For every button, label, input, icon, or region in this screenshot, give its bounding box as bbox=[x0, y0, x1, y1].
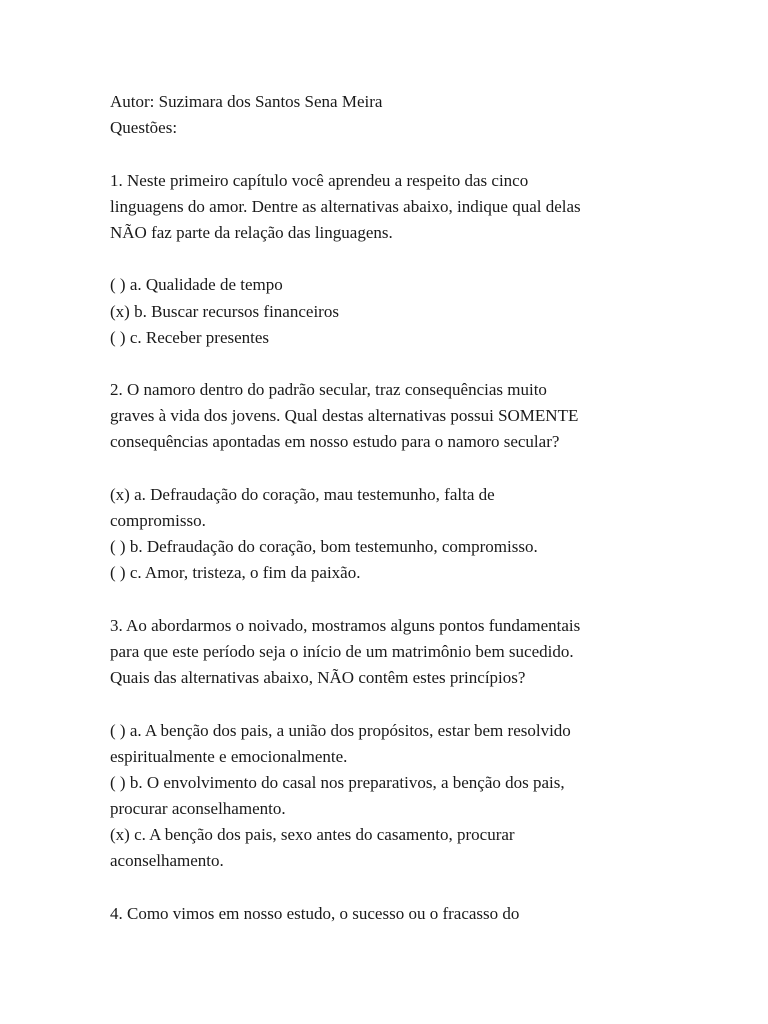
question-text-line: 1. Neste primeiro capítulo você aprendeu a respeito das cinco bbox=[110, 170, 529, 190]
question-text-line: para que este período seja o início de um matrimônio bem sucedido. bbox=[110, 641, 574, 661]
spacer bbox=[110, 351, 670, 377]
option-c: (x) c. A benção dos pais, sexo antes do casamento, procurar bbox=[110, 825, 515, 845]
author-line: Autor: Suzimara dos Santos Sena Meira bbox=[110, 92, 383, 111]
option-c-continuation: aconselhamento. bbox=[110, 851, 224, 871]
spacer bbox=[110, 587, 670, 613]
option-a-continuation: espiritualmente e emocionalmente. bbox=[110, 746, 348, 766]
option-c: ( ) c. Amor, tristeza, o fim da paixão. bbox=[110, 563, 361, 583]
spacer bbox=[110, 691, 670, 717]
spacer bbox=[110, 141, 670, 167]
spacer bbox=[110, 246, 670, 272]
question-text-line: NÃO faz parte da relação das linguagens. bbox=[110, 222, 393, 242]
question-3 bbox=[110, 613, 670, 875]
option-a-continuation: compromisso. bbox=[110, 511, 206, 530]
question-4 bbox=[110, 901, 670, 927]
question-text-line: consequências apontadas em nosso estudo para o namoro secular? bbox=[110, 432, 560, 452]
option-b: ( ) b. O envolvimento do casal nos preparativos, a benção dos pais, bbox=[110, 772, 565, 792]
option-a: ( ) a. A benção dos pais, a união dos propósitos, estar bem resolvido bbox=[110, 720, 571, 740]
question-text-line: 4. Como vimos em nosso estudo, o sucesso ou o fracasso do bbox=[110, 903, 520, 923]
option-c: ( ) c. Receber presentes bbox=[110, 327, 270, 347]
question-2 bbox=[110, 377, 670, 587]
question-text-line: Quais das alternativas abaixo, NÃO contêm estes princípios? bbox=[110, 668, 526, 688]
question-text-line: linguagens do amor. Dentre as alternativas abaixo, indique qual delas bbox=[110, 196, 581, 216]
question-text-line: 2. O namoro dentro do padrão secular, traz consequências muito bbox=[110, 380, 547, 400]
question-1 bbox=[110, 168, 670, 351]
question-text-line: 3. Ao abordarmos o noivado, mostramos alguns pontos fundamentais bbox=[110, 615, 581, 635]
section-heading: Questões: bbox=[110, 118, 178, 138]
question-text-line: graves à vida dos jovens. Qual destas alternativas possui SOMENTE bbox=[110, 406, 579, 426]
spacer bbox=[110, 456, 670, 482]
option-b: ( ) b. Defraudação do coração, bom testemunho, compromisso. bbox=[110, 537, 538, 557]
option-b: (x) b. Buscar recursos financeiros bbox=[110, 301, 339, 321]
document-body bbox=[110, 89, 670, 927]
option-a: (x) a. Defraudação do coração, mau testemunho, falta de bbox=[110, 484, 495, 504]
spacer bbox=[110, 875, 670, 901]
option-b-continuation: procurar aconselhamento. bbox=[110, 799, 286, 819]
option-a: ( ) a. Qualidade de tempo bbox=[110, 275, 283, 295]
